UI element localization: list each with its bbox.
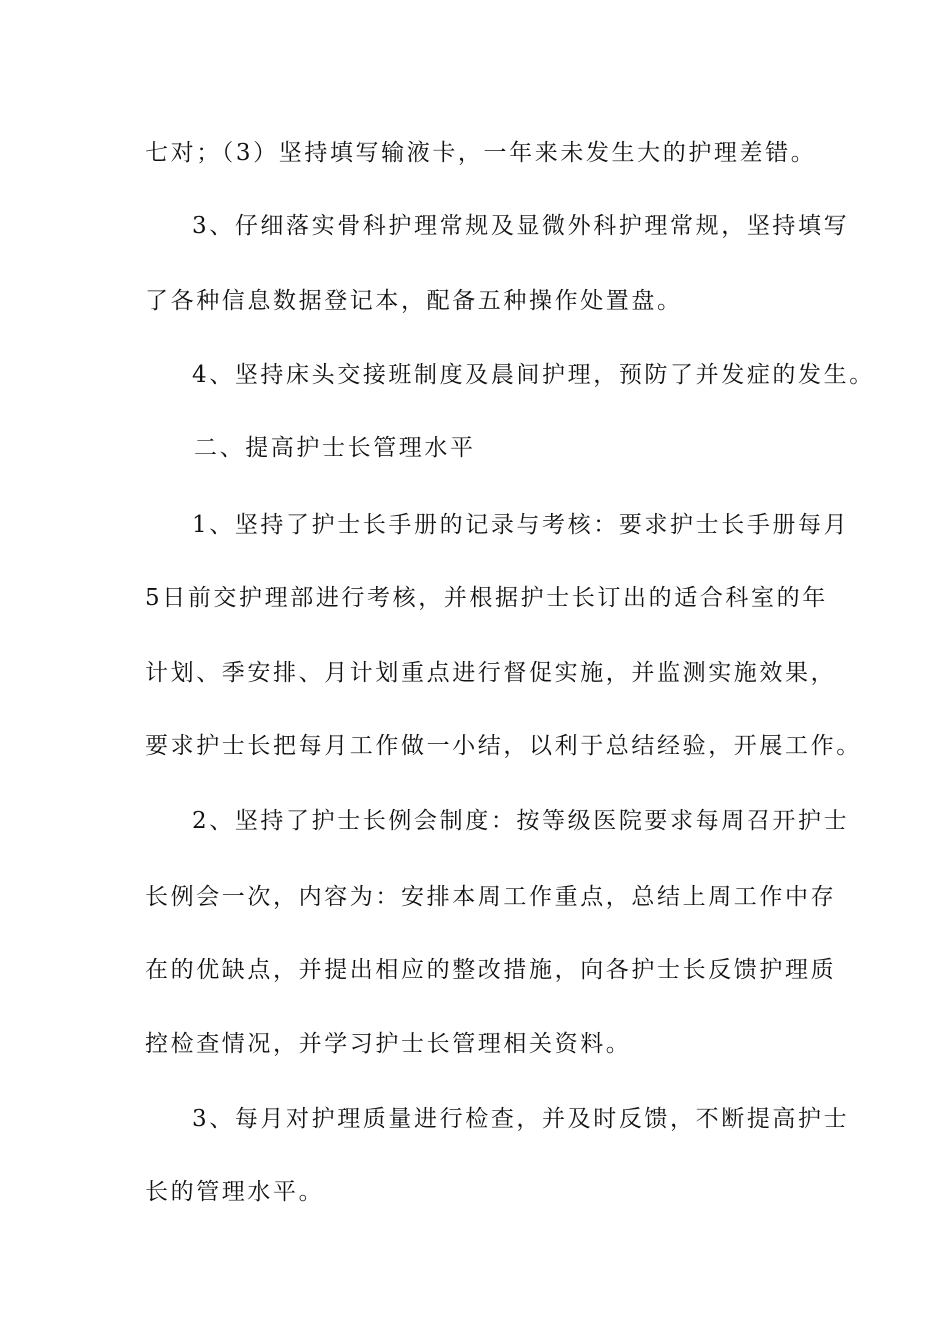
text-line: 5日前交护理部进行考核，并根据护士长订出的适合科室的年 — [145, 585, 828, 611]
text-line: 3、仔细落实骨科护理常规及显微外科护理常规，坚持填写 — [192, 213, 850, 239]
text-line: 在的优缺点，并提出相应的整改措施，向各护士长反馈护理质 — [145, 957, 837, 983]
text-line: 计划、季安排、月计划重点进行督促实施，并监测实施效果， — [145, 660, 837, 686]
text-line: 长例会一次，内容为：安排本周工作重点，总结上周工作中存 — [145, 884, 837, 910]
section-heading: 二、提高护士长管理水平 — [194, 435, 476, 461]
text-line: 要求护士长把每月工作做一小结，以利于总结经验，开展工作。 — [145, 733, 862, 759]
text-line: 控检查情况，并学习护士长管理相关资料。 — [145, 1031, 632, 1057]
text-line: 七对；（3）坚持填写输液卡，一年来未发生大的护理差错。 — [145, 140, 817, 166]
text-line: 了各种信息数据登记本，配备五种操作处置盘。 — [145, 288, 683, 314]
text-line: 4、坚持床头交接班制度及晨间护理，预防了并发症的发生。 — [192, 362, 875, 388]
text-line: 3、每月对护理质量进行检查，并及时反馈，不断提高护士 — [192, 1106, 850, 1132]
text-line: 长的管理水平。 — [145, 1179, 325, 1205]
text-line: 2、坚持了护士长例会制度：按等级医院要求每周召开护士 — [192, 808, 850, 834]
text-line: 1、坚持了护士长手册的记录与考核：要求护士长手册每月 — [192, 512, 850, 538]
